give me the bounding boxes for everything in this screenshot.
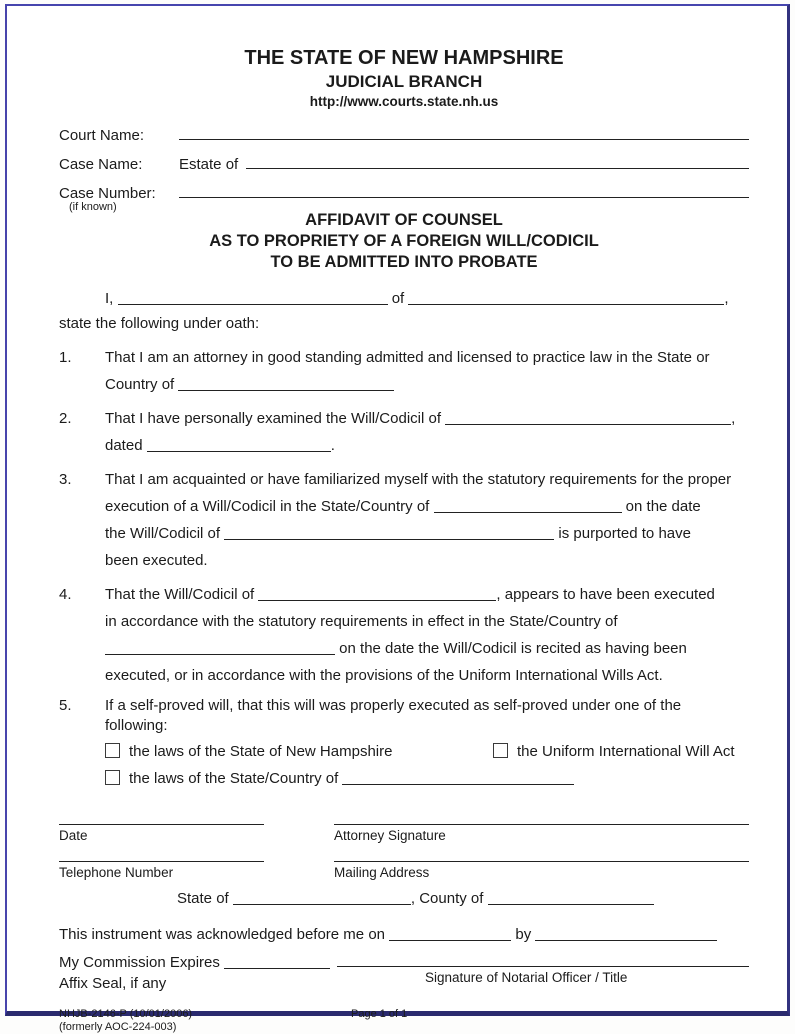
- state-title: THE STATE OF NEW HAMPSHIRE: [244, 47, 564, 69]
- acknowledged-by-blank[interactable]: [535, 927, 717, 941]
- item-4-line1-text2: , appears to have been executed: [496, 586, 715, 603]
- item-3-line4: been executed.: [105, 552, 208, 569]
- item-3-line3: [105, 520, 749, 547]
- uniform-will-act-checkbox[interactable]: [493, 743, 508, 758]
- item-4-number: 4.: [59, 586, 72, 603]
- intro-line1: [105, 285, 749, 312]
- affiant-address-blank[interactable]: [408, 291, 724, 305]
- item-5-number: 5.: [59, 697, 72, 714]
- item-3-line1: That I am acquainted or have familiarized myself with the statutory requirements for the proper: [105, 471, 732, 488]
- checkbox-row-1: [105, 738, 749, 765]
- item-4-line2: in accordance with the statutory requirements in effect in the State/Country of: [105, 613, 618, 630]
- state-country-blank[interactable]: [434, 499, 622, 513]
- court-website-url: http://www.courts.state.nh.us: [309, 94, 499, 109]
- form-title: [59, 210, 749, 273]
- estate-of-prefix: Estate of: [179, 156, 239, 173]
- item-2-dated-text: dated: [105, 437, 143, 454]
- form-title-line1: AFFIDAVIT OF COUNSEL: [305, 211, 503, 229]
- page-number: Page 1 of 1: [351, 1008, 408, 1020]
- nh-laws-label: the laws of the State of New Hampshire: [129, 743, 393, 760]
- item-3-line2-text: execution of a Will/Codicil in the State/Country of: [105, 498, 430, 515]
- notarial-officer-label: Signature of Notarial Officer / Title: [425, 970, 628, 985]
- date-label: Date: [59, 828, 88, 843]
- telephone-label: Telephone Number: [59, 865, 174, 880]
- document-header: [59, 46, 749, 110]
- form-title-line2: AS TO PROPRIETY OF A FOREIGN WILL/CODICIL: [209, 232, 599, 250]
- by-text: by: [515, 926, 532, 943]
- intro-paragraph: [59, 285, 749, 336]
- other-state-laws-label: the laws of the State/Country of: [129, 770, 339, 787]
- state-county-line: [177, 886, 749, 912]
- commission-row: [59, 952, 749, 994]
- item-5-line1: If a self-proved will, that this will was properly executed as self-proved under one of the: [105, 697, 682, 714]
- uniform-will-act-label: the Uniform International Will Act: [517, 743, 735, 760]
- intro-line2: state the following under oath:: [59, 315, 260, 332]
- item-2: [59, 405, 749, 459]
- item-4-line1: [105, 581, 749, 608]
- form-number: NHJB-2146-P (10/01/2006): [59, 1008, 193, 1020]
- item-4-line4: executed, or in accordance with the provisions of the Uniform International Wills Act.: [105, 667, 663, 684]
- item-1-line2-text: Country of: [105, 376, 175, 393]
- item-2-line1: [105, 405, 749, 432]
- item-2-period: .: [330, 437, 335, 454]
- item-2-line1-text: That I have personally examined the Will/Codicil of: [105, 410, 441, 427]
- formerly-number: (formerly AOC-224-003): [59, 1021, 177, 1033]
- state-of-text: State of: [177, 890, 229, 907]
- item-4-line1-text: That the Will/Codicil of: [105, 586, 255, 603]
- commission-date-blank[interactable]: [224, 955, 330, 969]
- court-name-label: Court Name:: [59, 127, 145, 144]
- attorney-signature-label: Attorney Signature: [334, 828, 446, 843]
- case-name-field[interactable]: [246, 155, 749, 169]
- item-5-options: [105, 738, 749, 792]
- nh-laws-checkbox[interactable]: [105, 743, 120, 758]
- item-1-line2: [105, 371, 749, 398]
- dated-blank[interactable]: [147, 438, 331, 452]
- intro-i: I,: [105, 290, 114, 307]
- other-state-country-blank[interactable]: [342, 771, 574, 785]
- will-codicil-blank[interactable]: [224, 526, 554, 540]
- item-2-number: 2.: [59, 410, 72, 427]
- acknowledgment-line: [59, 922, 749, 948]
- item-2-line2: [105, 432, 749, 459]
- signature-section: [59, 822, 749, 880]
- checkbox-row-2: [105, 765, 749, 792]
- item-1: [59, 344, 749, 398]
- state-country-blank-2[interactable]: [105, 641, 335, 655]
- item-3-line2-text2: on the date: [625, 498, 701, 515]
- case-number-field[interactable]: [179, 184, 749, 198]
- form-title-line3: TO BE ADMITTED INTO PROBATE: [270, 253, 538, 271]
- case-number-label: Case Number:: [59, 185, 156, 202]
- case-number-row: [59, 184, 749, 213]
- signature-row-2: [59, 859, 749, 880]
- commission-expires-text: My Commission Expires: [59, 954, 220, 971]
- item-1-line1: That I am an attorney in good standing admitted and licensed to practice law in the State or: [105, 349, 710, 366]
- court-name-field[interactable]: [179, 126, 749, 140]
- branch-subtitle: JUDICIAL BRANCH: [325, 72, 483, 91]
- item-3: [59, 466, 749, 574]
- court-name-row: [59, 126, 749, 144]
- country-blank[interactable]: [178, 377, 394, 391]
- case-name-label: Case Name:: [59, 156, 143, 173]
- will-of-blank[interactable]: [445, 411, 731, 425]
- notary-county-blank[interactable]: [488, 891, 654, 905]
- item-4-line3-text: on the date the Will/Codicil is recited as having been: [339, 640, 687, 657]
- affiant-name-blank[interactable]: [118, 291, 388, 305]
- item-3-line3-text2: is purported to have: [558, 525, 691, 542]
- commission-expires-line: [59, 952, 337, 973]
- item-1-number: 1.: [59, 349, 72, 366]
- acknowledgment-text: This instrument was acknowledged before me on: [59, 926, 386, 943]
- document-footer: [59, 1008, 749, 1034]
- item-3-line3-text: the Will/Codicil of: [105, 525, 221, 542]
- other-state-laws-checkbox[interactable]: [105, 770, 120, 785]
- acknowledgment-date-blank[interactable]: [389, 927, 511, 941]
- notary-section: [59, 886, 749, 994]
- item-5-line2: following:: [105, 717, 168, 734]
- document-page: [5, 4, 790, 1033]
- item-2-comma: ,: [731, 410, 736, 427]
- county-of-text: , County of: [410, 890, 484, 907]
- case-name-row: [59, 155, 749, 173]
- item-4-line3: [105, 635, 749, 662]
- intro-comma: ,: [724, 290, 729, 307]
- notary-state-blank[interactable]: [233, 891, 411, 905]
- signature-row-1: [59, 822, 749, 843]
- affix-seal-text: Affix Seal, if any: [59, 975, 167, 992]
- mailing-address-label: Mailing Address: [334, 865, 430, 880]
- if-known-note: (if known): [69, 201, 117, 213]
- intro-of: of: [391, 290, 405, 307]
- will-codicil-of-blank[interactable]: [258, 587, 496, 601]
- item-3-line2: [105, 493, 749, 520]
- item-4: [59, 581, 749, 689]
- item-3-number: 3.: [59, 471, 72, 488]
- item-5: [59, 696, 749, 736]
